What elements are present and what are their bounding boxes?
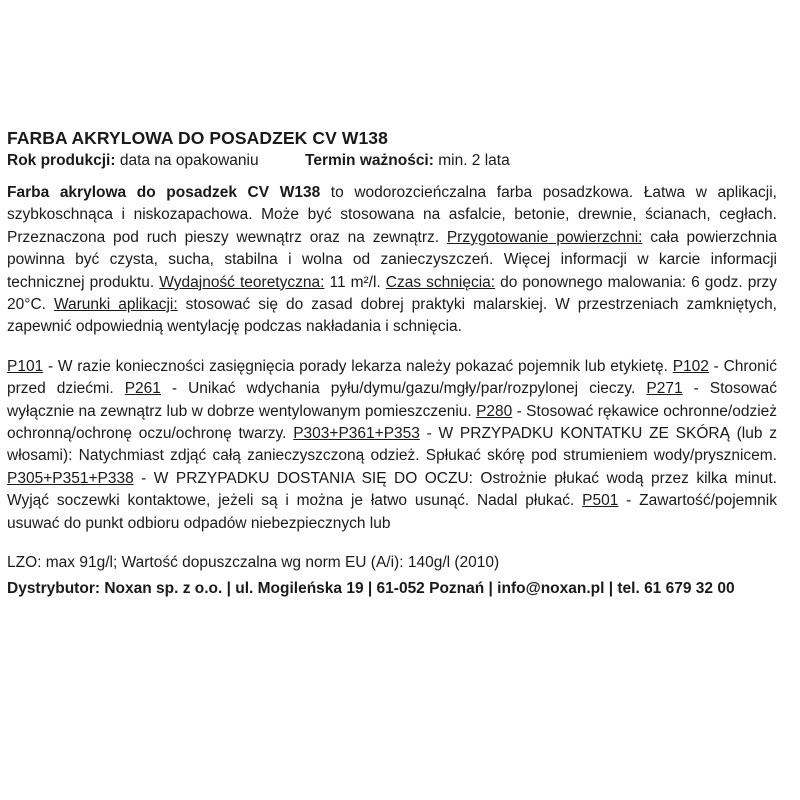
text-segment: to wodorozcieńczalna farba posadzkowa. Łatwa w aplikacji, szybkoschnąca i niskozapachowa. Może być stosowana na asfalcie, betonie, drewnie, ścianach, cegłach. Przeznaczona pod ruch pieszy wewnątrz oraz na zewnątrz. — [7, 184, 777, 246]
text-segment: - Unikać wdychania pyłu/dymu/gazu/mgły/par/rozpylonej cieczy. — [160, 380, 647, 398]
expiry-label: Termin ważności: — [305, 152, 434, 169]
text-segment: Przygotowanie powierzchni: — [446, 228, 643, 246]
meta-line — [7, 152, 777, 170]
text-segment: - W PRZYPADKU DOSTANIA SIĘ DO OCZU: Ostrożnie płukać wodą przez kilka minut. Wyjąć soczewki kontaktowe, jeżeli są i można je łatwo usunąć. Nadal płukać. — [7, 469, 777, 510]
text-segment: - W razie konieczności zasięgnięcia porady lekarza należy pokazać pojemnik lub etykietę. — [43, 357, 673, 375]
text-segment: P280 — [476, 402, 513, 420]
text-segment: - Zawartość/pojemnik usuwać do punkt odbioru odpadów niebezpiecznych lub — [7, 492, 777, 532]
text-segment: P271 — [646, 380, 683, 398]
production-date-value: data na opakowaniu — [119, 152, 259, 169]
text-segment: Farba akrylowa do posadzek CV W138 — [7, 184, 321, 201]
voc-limit-line: LZO: max 91g/l; Wartość dopuszczalna wg norm EU (A/i): 140g/l (2010) — [7, 554, 500, 572]
text-segment: - Stosować wyłącznie na zewnątrz lub w dobrze wentylowanym pomieszczeniu. — [7, 380, 777, 420]
production-date-field — [7, 152, 305, 170]
text-segment: P101 — [7, 357, 44, 375]
text-segment: - W PRZYPADKU KONTATKU ZE SKÓRĄ (lub z włosami): Natychmiast zdjąć całą zanieczyszczoną odzież. Spłukać skórę pod strumieniem wody/prysznicem. — [7, 425, 777, 465]
text-segment: P501 — [582, 492, 619, 510]
safety-phrases-paragraph — [7, 356, 777, 535]
text-segment: P305+P351+P338 — [7, 469, 134, 487]
text-segment: - Chronić przed dziećmi. — [7, 357, 777, 398]
production-date-label: Rok produkcji: — [7, 152, 116, 169]
text-segment: 11 m²/l. — [324, 273, 386, 291]
product-description-paragraph — [7, 182, 777, 339]
text-segment: - Stosować rękawice ochronne/odzież ochronną/ochronę oczu/ochronę twarzy. — [7, 402, 778, 443]
text-segment: Wydajność teoretyczna: — [159, 273, 325, 291]
text-segment: P303+P361+P353 — [293, 425, 420, 443]
distributor-line: Dystrybutor: Noxan sp. z o.o. | ul. Mogileńska 19 | 61-052 Poznań | info@noxan.pl | tel. 61 679 32 00 — [7, 579, 735, 597]
text-segment: cała powierzchnia powinna być czysta, sucha, stabilna i wolna od zanieczyszczeń. Więcej informacji w karcie informacji technicznej produktu. — [7, 228, 778, 291]
text-segment: P102 — [672, 357, 709, 375]
expiry-value: min. 2 lata — [438, 152, 510, 169]
product-title: FARBA AKRYLOWA DO POSADZEK CV W138 — [7, 128, 388, 148]
text-segment: P261 — [124, 380, 161, 398]
text-segment: stosować się do zasad dobrej praktyki malarskiej. W przestrzeniach zamkniętych, zapewnić odpowiednią wentylację podczas nakładania i schnięcia. — [7, 296, 777, 336]
text-segment: do ponownego malowania: 6 godz. przy 20°C. — [7, 273, 777, 314]
expiry-field — [305, 152, 510, 169]
text-segment: Warunki aplikacji: — [53, 296, 178, 314]
text-segment: Czas schnięcia: — [385, 273, 496, 291]
